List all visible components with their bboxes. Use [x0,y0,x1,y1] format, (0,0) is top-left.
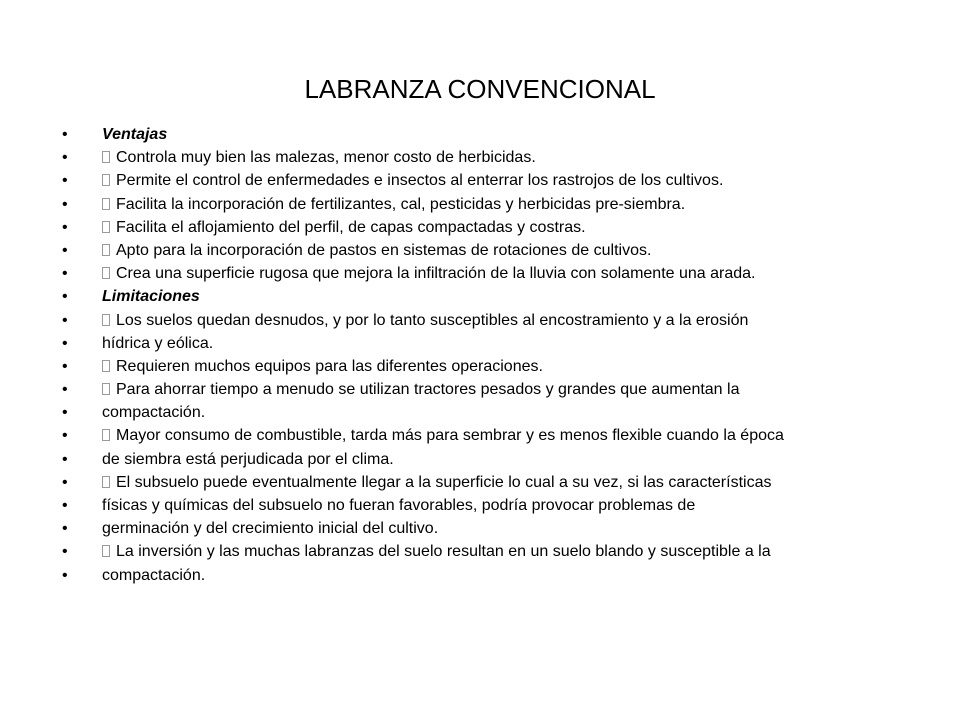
missing-glyph-icon [102,221,110,233]
list-item [62,169,942,192]
bullet-icon: • [62,172,68,190]
line-text: Ventajas [102,126,168,143]
bullet-text [102,401,205,424]
bullet-text [102,332,213,355]
bullet-text [102,355,543,378]
missing-glyph-icon [102,244,110,256]
missing-glyph-icon [102,360,110,372]
bullet-icon: • [62,265,68,283]
bullet-icon: • [62,566,68,584]
bullet-text [102,216,586,239]
line-text: El subsuelo puede eventualmente llegar a la superficie lo cual a su vez, si las características [116,473,772,491]
missing-glyph-icon [102,476,110,488]
bullet-icon: • [62,149,68,167]
line-text: Crea una superficie rugosa que mejora la infiltración de la lluvia con solamente una arada. [116,265,756,283]
bullet-icon: • [62,126,68,143]
bullet-text [102,309,748,332]
bullet-icon: • [62,381,68,399]
bullet-text [102,239,651,262]
bullet-icon: • [62,543,68,561]
bullet-text [102,564,205,587]
list-item [62,262,942,285]
list-item [62,378,942,401]
list-item [62,355,942,378]
line-text: Limitaciones [102,288,200,306]
bullet-text [102,540,771,563]
missing-glyph-icon [102,383,110,395]
section-heading-item [62,285,942,308]
bullet-text [102,448,394,471]
list-item [62,564,942,587]
bullet-icon: • [62,404,68,422]
line-text: Facilita el aflojamiento del perfil, de capas compactadas y costras. [116,218,586,236]
bullet-icon: • [62,241,68,259]
section-heading-item [62,123,942,146]
missing-glyph-icon [102,198,110,210]
line-text: Permite el control de enfermedades e insectos al enterrar los rastrojos de los cultivos. [116,172,724,190]
bullet-text [102,494,695,517]
list-item [62,193,942,216]
bullet-icon: • [62,473,68,491]
list-item [62,494,942,517]
bullet-text [102,471,771,494]
bullet-icon: • [62,311,68,329]
missing-glyph-icon [102,174,110,186]
bullet-icon: • [62,497,68,514]
line-text: Controla muy bien las malezas, menor costo de herbicidas. [116,149,536,167]
missing-glyph-icon [102,267,110,279]
bullet-icon: • [62,218,68,236]
missing-glyph-icon [102,429,110,441]
line-text: Los suelos quedan desnudos, y por lo tanto susceptibles al encostramiento y a la erosión [116,311,749,329]
missing-glyph-icon [102,545,110,557]
list-item [62,216,942,239]
bullet-text [102,169,723,192]
list-item [62,424,942,447]
bullet-icon: • [62,334,68,352]
line-text: Mayor consumo de combustible, tarda más para sembrar y es menos flexible cuando la época [116,427,784,445]
bullet-text [102,517,438,540]
line-text: germinación y del crecimiento inicial del cultivo. [102,520,439,538]
bullet-icon: • [62,288,68,306]
bullet-list [62,123,942,587]
line-text: Requieren muchos equipos para las diferentes operaciones. [116,357,543,375]
bullet-text [102,146,536,169]
line-text: compactación. [102,404,206,422]
bullet-icon: • [62,357,68,375]
list-item [62,540,942,563]
section-heading [102,123,167,146]
bullet-icon: • [62,195,68,213]
line-text: La inversión y las muchas labranzas del suelo resultan en un suelo blando y susceptible a la [116,543,771,561]
list-item [62,401,942,424]
missing-glyph-icon [102,151,110,163]
list-item [62,146,942,169]
bullet-text [102,262,755,285]
line-text: compactación. [102,566,206,584]
slide-title: LABRANZA CONVENCIONAL [304,74,656,104]
section-heading [102,285,200,308]
bullet-icon: • [62,520,68,538]
line-text: Para ahorrar tiempo a menudo se utilizan tractores pesados y grandes que aumentan la [116,381,740,399]
list-item [62,517,942,540]
list-item [62,239,942,262]
list-item [62,309,942,332]
line-text: de siembra está perjudicada por el clima. [102,450,394,468]
list-item [62,332,942,355]
bullet-text [102,193,685,216]
bullet-text [102,424,784,447]
missing-glyph-icon [102,314,110,326]
line-text: Facilita la incorporación de fertilizantes, cal, pesticidas y herbicidas pre-siembra. [116,195,686,213]
list-item [62,448,942,471]
line-text: hídrica y eólica. [102,334,214,352]
line-text: físicas y químicas del subsuelo no fueran favorables, podría provocar problemas de [102,497,696,514]
line-text: Apto para la incorporación de pastos en sistemas de rotaciones de cultivos. [116,241,652,259]
bullet-icon: • [62,427,68,445]
bullet-text [102,378,739,401]
list-item [62,471,942,494]
bullet-icon: • [62,450,68,468]
